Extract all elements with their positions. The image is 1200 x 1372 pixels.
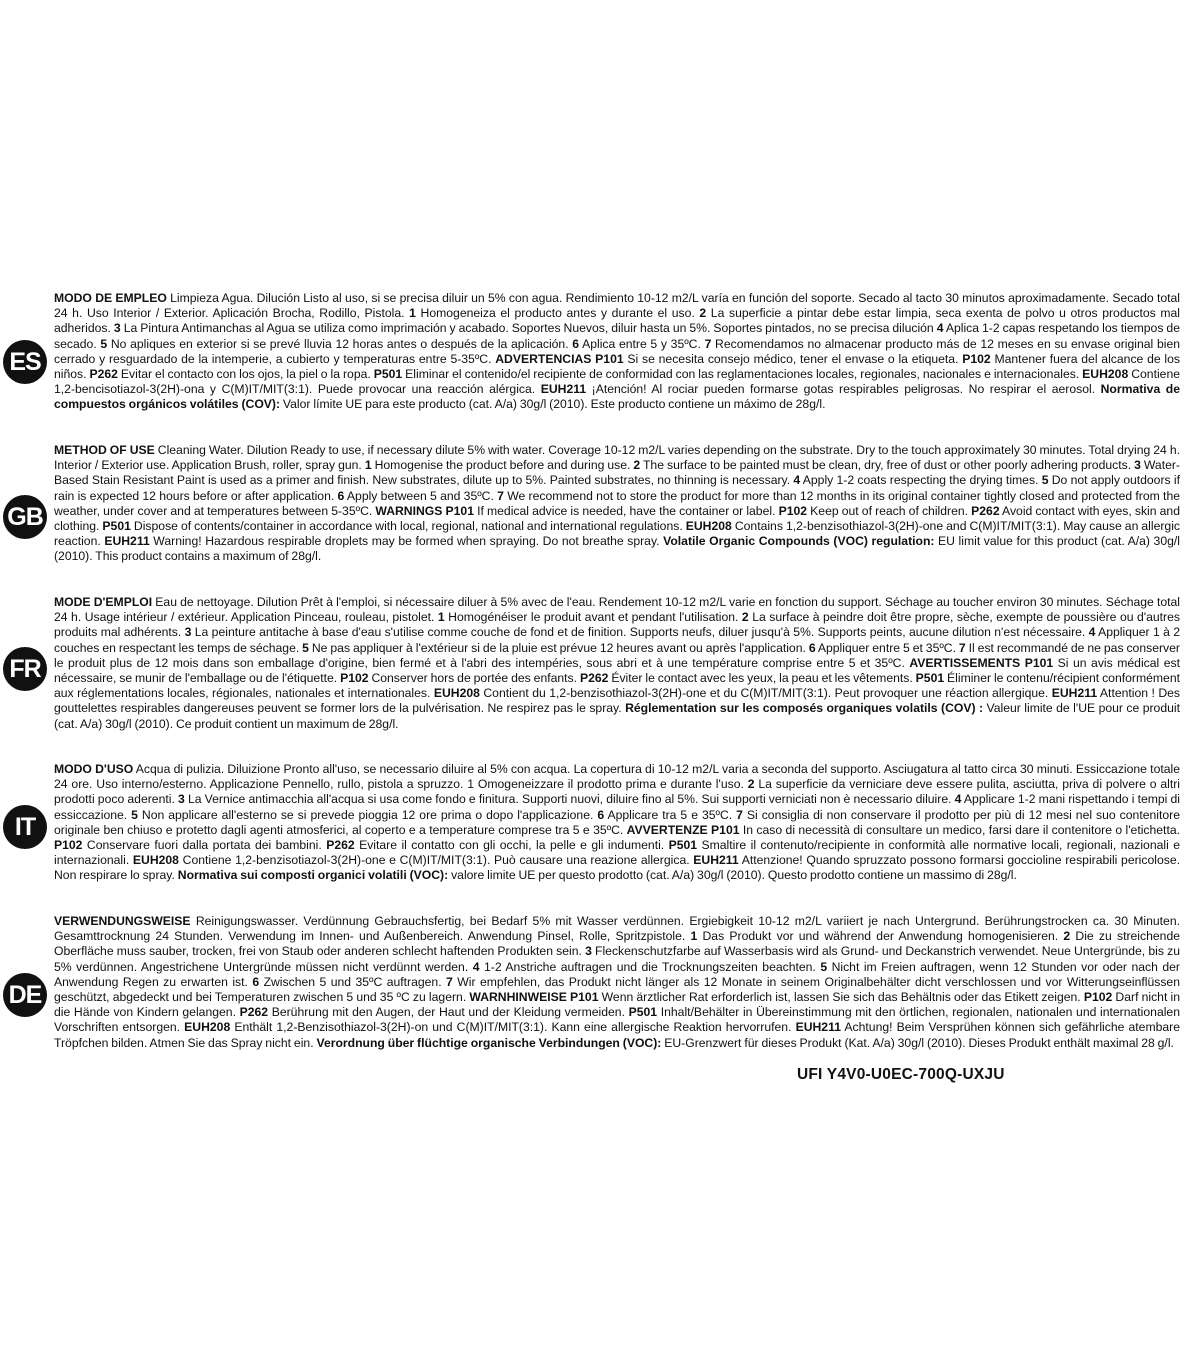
text-run: Homogeneiza el producto antes y durante el uso. bbox=[415, 306, 700, 321]
bold-term: P102 bbox=[1083, 990, 1113, 1005]
text-run: Water-Based Stain Resistant Paint is used as a primer and finish. New substrates, dilute up to 5%. Painted substrates, no thinning is necessary. bbox=[54, 458, 1180, 488]
bold-term: P102 bbox=[54, 838, 83, 853]
text-run: Apply 1-2 coats respecting the drying times. bbox=[800, 473, 1042, 488]
text-run: Wenn ärztlicher Rat erforderlich ist, lassen Sie sich das Behältnis oder das Etikett zeigen. bbox=[598, 990, 1084, 1005]
text-run: La peinture antitache à base d'eau s'utilise comme couche de fond et de finition. Supports neufs, diluer jusqu'à 5%. Supports peints, aucune dilution n'est nécessaire. bbox=[191, 625, 1089, 640]
text-run: La surface à peindre doit être propre, sèche, exempte de poussière ou d'autres produits mal adhérents. bbox=[54, 610, 1180, 640]
text-run: Eliminar el contenido/el recipiente de conformidad con las reglamentaciones locales, regionales, nacionales e internacionales. bbox=[402, 367, 1083, 382]
ufi-code: UFI Y4V0-U0EC-700Q-UXJU bbox=[797, 1066, 1005, 1083]
text-run: Aplica 1-2 capas respetando los tiempos de secado. bbox=[54, 321, 1180, 351]
text-run: Smaltire il contenuto/recipiente in conformità alle normative locali, regionali, nazionali e internazionali. bbox=[54, 838, 1180, 868]
bold-term: P102 bbox=[340, 671, 369, 686]
language-badge-fr: FR bbox=[3, 647, 47, 691]
bold-term: 3 bbox=[178, 792, 185, 807]
bold-term: EUH208 bbox=[433, 686, 480, 701]
bold-term: Réglementation sur les composés organiques volatils (COV) : bbox=[625, 701, 984, 716]
bold-term: AVERTISSEMENTS P101 bbox=[909, 655, 1054, 670]
bold-term: MODO DE EMPLEO bbox=[54, 291, 167, 305]
bold-term: 4 bbox=[936, 321, 944, 336]
text-run: Valor límite UE para este producto (cat. A/a) 30g/l (2010). Este producto contiene un máximo de 28g/l. bbox=[280, 397, 826, 412]
language-badge-es: ES bbox=[3, 340, 47, 384]
text-run: Die zu streichende Oberfläche muss sauber, trocken, frei von Staub oder anderen schlecht haftenden Produkten sein. bbox=[54, 929, 1180, 959]
bold-term: 5 bbox=[131, 807, 138, 822]
bold-term: 7 bbox=[704, 336, 712, 351]
bold-term: 3 bbox=[1134, 458, 1141, 473]
text-run: La superficie da verniciare deve essere pulita, asciutta, priva di polvere o altri prodotti poco aderenti. bbox=[54, 777, 1180, 807]
bold-term: 6 bbox=[808, 640, 816, 655]
bold-term: 3 bbox=[585, 944, 592, 959]
text-run: Appliquer 1 à 2 couches en respectant les temps de séchage. bbox=[54, 625, 1180, 655]
text-run: Applicare 1-2 mani rispettando i tempi di essiccazione. bbox=[54, 792, 1181, 822]
bold-term: MODE D'EMPLOI bbox=[54, 595, 153, 609]
text-run: Contient du 1,2-benzisothiazol-3(2H)-one et du C(M)IT/MIT(3:1). Peut provoquer une réaction allergique. bbox=[479, 686, 1052, 701]
bold-term: 6 bbox=[337, 488, 345, 503]
text-run: Nicht im Freien auftragen, wenn 12 Stunden vor oder nach der Anwendung Regen zu erwarten ist. bbox=[54, 959, 1180, 989]
text-run: Do not apply outdoors if rain is expected 12 hours before or after application. bbox=[54, 473, 1180, 503]
text-run: Limpieza Agua. Dilución Listo al uso, si se precisa diluir un 5% con agua. Rendimiento 10-12 m2/L varía en función del soporte. Secado al tacto 30 minutos aproximadamente. Secado total 24 h. Uso Interior / Exterior. Aplicación Brocha, Rodillo, Pistola. bbox=[54, 291, 1180, 321]
text-run: Conservare fuori dalla portata dei bambini. bbox=[82, 838, 327, 853]
bold-term: P501 bbox=[915, 671, 945, 686]
text-run: Si se necesita consejo médico, tener el envase o la etiqueta. bbox=[623, 351, 963, 366]
text-run: Dispose of contents/container in accordance with local, regional, national and international regulations. bbox=[130, 519, 686, 534]
bold-term: P501 bbox=[628, 1005, 658, 1020]
bold-term: 5 bbox=[820, 959, 828, 974]
bold-term: 1 bbox=[690, 929, 698, 944]
bold-term: 2 bbox=[747, 777, 755, 792]
bold-term: EUH211 bbox=[540, 382, 587, 397]
text-run: Avoid contact with eyes, skin and clothing. bbox=[54, 503, 1180, 534]
text-run: Si un avis médical est nécessaire, se munir de l'emballage ou de l'étiquette. bbox=[54, 655, 1180, 686]
bold-term: P102 bbox=[778, 503, 808, 518]
text-run: Valeur limite de l'UE pour ce produit (cat. A/a) 30g/l (2010). Ce produit contient un maximum de 28g/l. bbox=[54, 701, 1180, 731]
bold-term: 5 bbox=[302, 640, 309, 655]
text-run: In caso di necessità di consultare un medico, farsi dare il contenitore o l'etichetta. bbox=[739, 822, 1180, 837]
text-run: Enthält 1,2-Benzisothiazol-3(2H)-on und C(M)IT/MIT(3:1). Kann eine allergische Reaktion hervorrufen. bbox=[230, 1020, 796, 1035]
bold-term: P262 bbox=[579, 671, 609, 686]
bold-term: 3 bbox=[184, 625, 192, 640]
bold-term: P262 bbox=[326, 838, 355, 853]
bold-term: P501 bbox=[102, 519, 131, 534]
text-run: No apliques en exterior si se prevé lluvia 12 horas antes o después de la aplicación. bbox=[107, 336, 573, 351]
bold-term: 4 bbox=[472, 959, 480, 974]
language-badge-it: IT bbox=[3, 805, 47, 849]
bold-term: 1 bbox=[364, 458, 372, 473]
text-run: Berührung mit den Augen, der Haut und der Kleidung vermeiden. bbox=[268, 1005, 629, 1020]
text-run: Appliquer entre 5 et 35ºC. bbox=[815, 640, 959, 655]
bold-term: 7 bbox=[736, 807, 743, 822]
bold-term: 5 bbox=[100, 336, 108, 351]
bold-term: EUH211 bbox=[693, 853, 739, 868]
text-run: Applicare tra 5 e 35ºC. bbox=[604, 807, 737, 822]
text-run: Evitare il contatto con gli occhi, la pelle e gli indumenti. bbox=[354, 838, 669, 853]
bold-term: 4 bbox=[793, 473, 801, 488]
text-run: Attention ! Des gouttelettes respirables dangereuses peuvent se former lors de la pulvérisation. Ne respirez pas le spray. bbox=[54, 686, 1180, 716]
text-run: Contiene 1,2-benzisotiazol-3(2H)-one e C(M)IT/MIT(3:1). Può causare una reazione allergica. bbox=[178, 853, 694, 868]
text-run: Éviter le contact avec les yeux, la peau et les vêtements. bbox=[608, 671, 916, 686]
language-badge-de: DE bbox=[3, 973, 47, 1017]
text-run: The surface to be painted must be clean, dry, free of dust or other poorly adhering products. bbox=[640, 458, 1135, 473]
text-run: Contains 1,2-benzisothiazol-3(2H)-one and C(M)IT/MIT(3:1). May cause an allergic reaction. bbox=[54, 519, 1180, 549]
bold-term: Verordnung über flüchtige organische Verbindungen (VOC): bbox=[316, 1035, 662, 1050]
text-run: Aplica entre 5 y 35ºC. bbox=[579, 336, 705, 351]
text-run: Cleaning Water. Dilution Ready to use, if necessary dilute 5% with water. Coverage 10-12 m2/L varies depending on the substrate. Dry to the touch approximately 30 minutes. Total drying 24 h. Interior / Exterior use. Application Brush, roller, spray gun. bbox=[54, 443, 1180, 473]
text-run: 1-2 Anstriche auftragen und die Trocknungszeiten beachten. bbox=[479, 959, 821, 974]
text-run: Achtung! Beim Versprühen können sich gefährliche atembare Tröpfchen bilden. Atmen Sie das Spray nicht ein. bbox=[54, 1020, 1181, 1050]
text-run: Attenzione! Quando spruzzato possono formarsi goccioline respirabili pericolose. Non respirare lo spray. bbox=[54, 853, 1180, 883]
bold-term: P501 bbox=[373, 367, 403, 382]
text-run: If medical advice is needed, have the container or label. bbox=[473, 503, 779, 518]
text-run: Fleckenschutzfarbe auf Wasserbasis wird als Grund- und Deckanstrich verwendet. Neue Untergründe, bis zu 5% verdünnen. Angestrichene Untergründe müssen nicht verdünnt werden. bbox=[54, 944, 1180, 974]
text-run: We recommend not to store the product for more than 12 months in its original container tightly closed and protected from the weather, under cover and at temperatures between 5-35ºC. bbox=[54, 488, 1181, 518]
bold-term: 5 bbox=[1041, 473, 1049, 488]
bold-term: 6 bbox=[252, 974, 260, 989]
text-run: Recomendamos no almacenar producto más de 12 meses en su envase original bien cerrado y resguardado de la intemperie, a cubierto y temperaturas entre 5-35ºC. bbox=[54, 336, 1180, 366]
bold-term: EUH208 bbox=[1082, 367, 1129, 382]
text-run: Wir empfehlen, das Produkt nicht länger als 12 Monate in seinem Originalbehälter dicht verschlossen und vor Witterungseinflüssen geschützt, abgedeckt und bei Temperaturen zwischen 5 und 35 ºC zu lagern. bbox=[54, 974, 1180, 1005]
bold-term: EUH211 bbox=[104, 534, 150, 549]
text-run: Si consiglia di non conservare il prodotto per più di 12 mesi nel suo contenitore originale ben chiuso e protetto dagli agenti atmosferici, al coperto e a temperature comprese tra 5 e 35ºC. bbox=[54, 807, 1180, 837]
text-run: Ne pas appliquer à l'extérieur si de la pluie est prévue 12 heures avant ou après l'application. bbox=[308, 640, 809, 655]
bold-term: 2 bbox=[741, 610, 749, 625]
bold-term: 4 bbox=[954, 792, 962, 807]
text-run: Acqua di pulizia. Diluizione Pronto all'uso, se necessario diluire al 5% con acqua. La copertura di 10-12 m2/L varia a seconda del supporto. Asciugatura al tatto circa 30 minuti. Essiccazione totale 24 ore. Uso interno/esterno. Applicazione Pennello, rullo, pistola a spruzzo. 1 Omogeneizzare il prodotto prima e durante l'uso. bbox=[54, 762, 1180, 792]
bold-term: EUH208 bbox=[132, 853, 179, 868]
bold-term: 1 bbox=[409, 306, 416, 321]
bold-term: 3 bbox=[113, 321, 121, 336]
bold-term: EUH211 bbox=[1051, 686, 1098, 701]
text-run: EU limit value for this product (cat. A/a) 30g/l (2010). This product contains a maximum of 28g/l. bbox=[54, 534, 1180, 564]
text-run: Éliminer le contenu/récipient conformément aux réglementations locales, régionales, nationales et internationales. bbox=[54, 671, 1180, 701]
text-run: Eau de nettoyage. Dilution Prêt à l'emploi, si nécessaire diluer à 5% avec de l'eau. Rendement 10-12 m2/L varie en fonction du support. Séchage au toucher environ 30 minutes. Séchage total 24 h. Usage intérieur / extérieur. Application Pinceau, rouleau, pistolet. bbox=[54, 595, 1181, 625]
section-text-fr bbox=[54, 595, 1180, 732]
text-run: Zwischen 5 und 35ºC auftragen. bbox=[259, 974, 447, 989]
bold-term: P262 bbox=[971, 503, 1000, 518]
text-run: Mantener fuera del alcance de los niños. bbox=[54, 351, 1180, 382]
text-run: Il est recommandé de ne pas conserver le produit plus de 12 mois dans son emballage d'origine, bien fermé et à l'abri des intempéries, sous abri et à une température comprise entre 5 et 35ºC. bbox=[54, 640, 1180, 670]
bold-term: METHOD OF USE bbox=[54, 443, 155, 457]
text-run: Evitar el contacto con los ojos, la piel o la ropa. bbox=[117, 367, 374, 382]
bold-term: EUH211 bbox=[795, 1020, 841, 1035]
bold-term: ADVERTENCIAS P101 bbox=[495, 351, 624, 366]
text-run: ¡Atención! Al rociar pueden formarse gotas respirables peligrosas. No respirar el aerosol. bbox=[586, 382, 1101, 397]
bold-term: 4 bbox=[1088, 625, 1096, 640]
bold-term: AVVERTENZE P101 bbox=[626, 822, 740, 837]
bold-term: P262 bbox=[239, 1005, 269, 1020]
section-text-gb bbox=[54, 443, 1180, 565]
bold-term: 1 bbox=[437, 610, 445, 625]
bold-term: 2 bbox=[699, 306, 707, 321]
bold-term: P262 bbox=[89, 367, 118, 382]
language-badge-gb: GB bbox=[3, 495, 47, 539]
bold-term: Normativa de compuestos orgánicos volátiles (COV): bbox=[54, 382, 1181, 412]
section-text-es bbox=[54, 291, 1180, 413]
bold-term: WARNHINWEISE P101 bbox=[469, 990, 599, 1005]
bold-term: 6 bbox=[572, 336, 580, 351]
text-run: Homogenise the product before and during use. bbox=[371, 458, 634, 473]
text-run: Conserver hors de portée des enfants. bbox=[368, 671, 580, 686]
text-run: EU-Grenzwert für dieses Produkt (Kat. A/a) 30g/l (2010). Dieses Produkt enthält maximal 28 g/l. bbox=[661, 1035, 1174, 1050]
bold-term: 6 bbox=[597, 807, 605, 822]
text-run: Warning! Hazardous respirable droplets may be formed when spraying. Do not breathe spray. bbox=[149, 534, 664, 549]
bold-term: EUH208 bbox=[184, 1020, 231, 1035]
text-run: Inhalt/Behälter in Übereinstimmung mit den örtlichen, regionalen, nationalen und internationalen Vorschriften entsorgen. bbox=[54, 1005, 1180, 1035]
bold-term: 2 bbox=[1063, 929, 1071, 944]
bold-term: VERWENDUNGSWEISE bbox=[54, 914, 191, 928]
bold-term: Volatile Organic Compounds (VOC) regulation: bbox=[663, 534, 935, 549]
text-run: valore limite UE per questo prodotto (cat. A/a) 30g/l (2010). Questo prodotto contiene un massimo di 28g/l. bbox=[448, 868, 1017, 883]
bold-term: 7 bbox=[446, 974, 453, 989]
section-text-de bbox=[54, 914, 1180, 1051]
text-run: La superficie a pintar debe estar limpia, seca exenta de polvo u otros productos mal adheridos. bbox=[54, 306, 1180, 336]
bold-term: WARNINGS P101 bbox=[375, 503, 474, 518]
bold-term: MODO D'USO bbox=[54, 762, 134, 776]
bold-term: 2 bbox=[633, 458, 641, 473]
text-run: La Pintura Antimanchas al Agua se utiliza como imprimación y acabado. Soportes Nuevos, diluir hasta un 5%. Soportes pintados, no se precisa dilución bbox=[120, 321, 937, 336]
section-text-it bbox=[54, 762, 1180, 884]
text-run: Reinigungswasser. Verdünnung Gebrauchsfertig, bei Bedarf 5% mit Wasser verdünnen. Ergiebigkeit 10-12 m2/L variiert je nach Untergrund. Berührungstrocken ca. 30 Minuten. Gesamttrocknung 24 Stunden. Verwendung im Innen- und Außenbereich. Anwendung Pinsel, Rolle, Spritzpistole. bbox=[54, 914, 1180, 944]
text-run: Homogénéiser le produit avant et pendant l'utilisation. bbox=[444, 610, 742, 625]
text-run: Keep out of reach of children. bbox=[807, 503, 972, 518]
text-run: La Vernice antimacchia all'acqua si usa come fondo e finitura. Supporti nuovi, diluire fino al 5%. Sui supporti verniciati non è necessario diluire. bbox=[184, 792, 955, 807]
text-run: Contiene 1,2-bencisotiazol-3(2H)-ona y C(M)IT/MIT(3:1). Puede provocar una reacción alérgica. bbox=[54, 367, 1180, 397]
bold-term: 7 bbox=[497, 488, 504, 503]
text-run: Das Produkt vor und während der Anwendung homogenisieren. bbox=[697, 929, 1064, 944]
bold-term: EUH208 bbox=[685, 519, 732, 534]
text-run: Apply between 5 and 35ºC. bbox=[344, 488, 498, 503]
bold-term: Normativa sui composti organici volatili (VOC): bbox=[177, 868, 449, 883]
text-run: Darf nicht in die Hände von Kindern gelangen. bbox=[54, 990, 1180, 1020]
bold-term: P102 bbox=[962, 351, 991, 366]
text-run: Non applicare all'esterno se si prevede pioggia 12 ore prima o dopo l'applicazione. bbox=[137, 807, 598, 822]
bold-term: 7 bbox=[958, 640, 966, 655]
bold-term: P501 bbox=[668, 838, 698, 853]
